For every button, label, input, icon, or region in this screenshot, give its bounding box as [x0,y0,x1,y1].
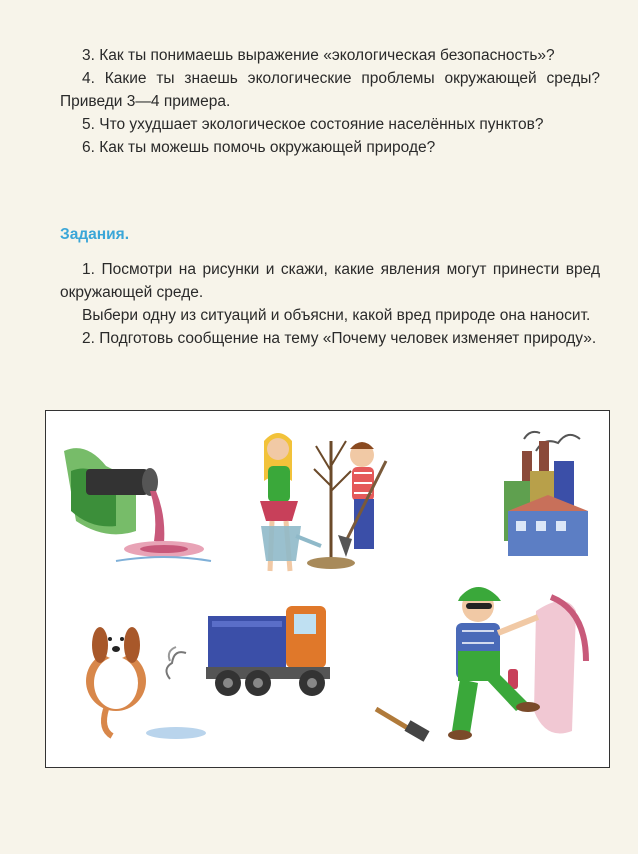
smoking-factory-illustration [504,432,588,556]
children-planting-tree-illustration [260,433,386,571]
illustrations [46,411,608,766]
question-6: 6. Как ты можешь помочь окружающей природе? [82,139,436,156]
illustration-frame [45,410,610,768]
tasks-list [60,258,600,350]
task-1: 1. Посмотри на рисунки и скажи, какие явления могут принести вред окружающей среде. [60,261,600,301]
task-2: 2. Подготовь сообщение на тему «Почему человек изменяет природу». [82,330,597,347]
dog-illustration [86,623,206,739]
polluting-truck-illustration [166,606,330,696]
questions-list [60,44,600,159]
task-1-followup: Выбери одну из ситуаций и объясни, какой вред природе она наносит. [82,307,591,324]
question-5: 5. Что ухудшает экологическое состояние населённых пунктов? [82,116,544,133]
hammer-illustration [376,709,430,742]
question-4: 4. Какие ты знаешь экологические проблемы окружающей среды? Приведи 3—4 примера. [60,70,600,110]
question-3: 3. Как ты понимаешь выражение «экологическая безопасность»? [82,47,555,64]
tasks-heading: Задания. [60,226,130,243]
man-spraying-paint-illustration [448,587,586,740]
polluting-pipe-illustration [64,448,211,561]
